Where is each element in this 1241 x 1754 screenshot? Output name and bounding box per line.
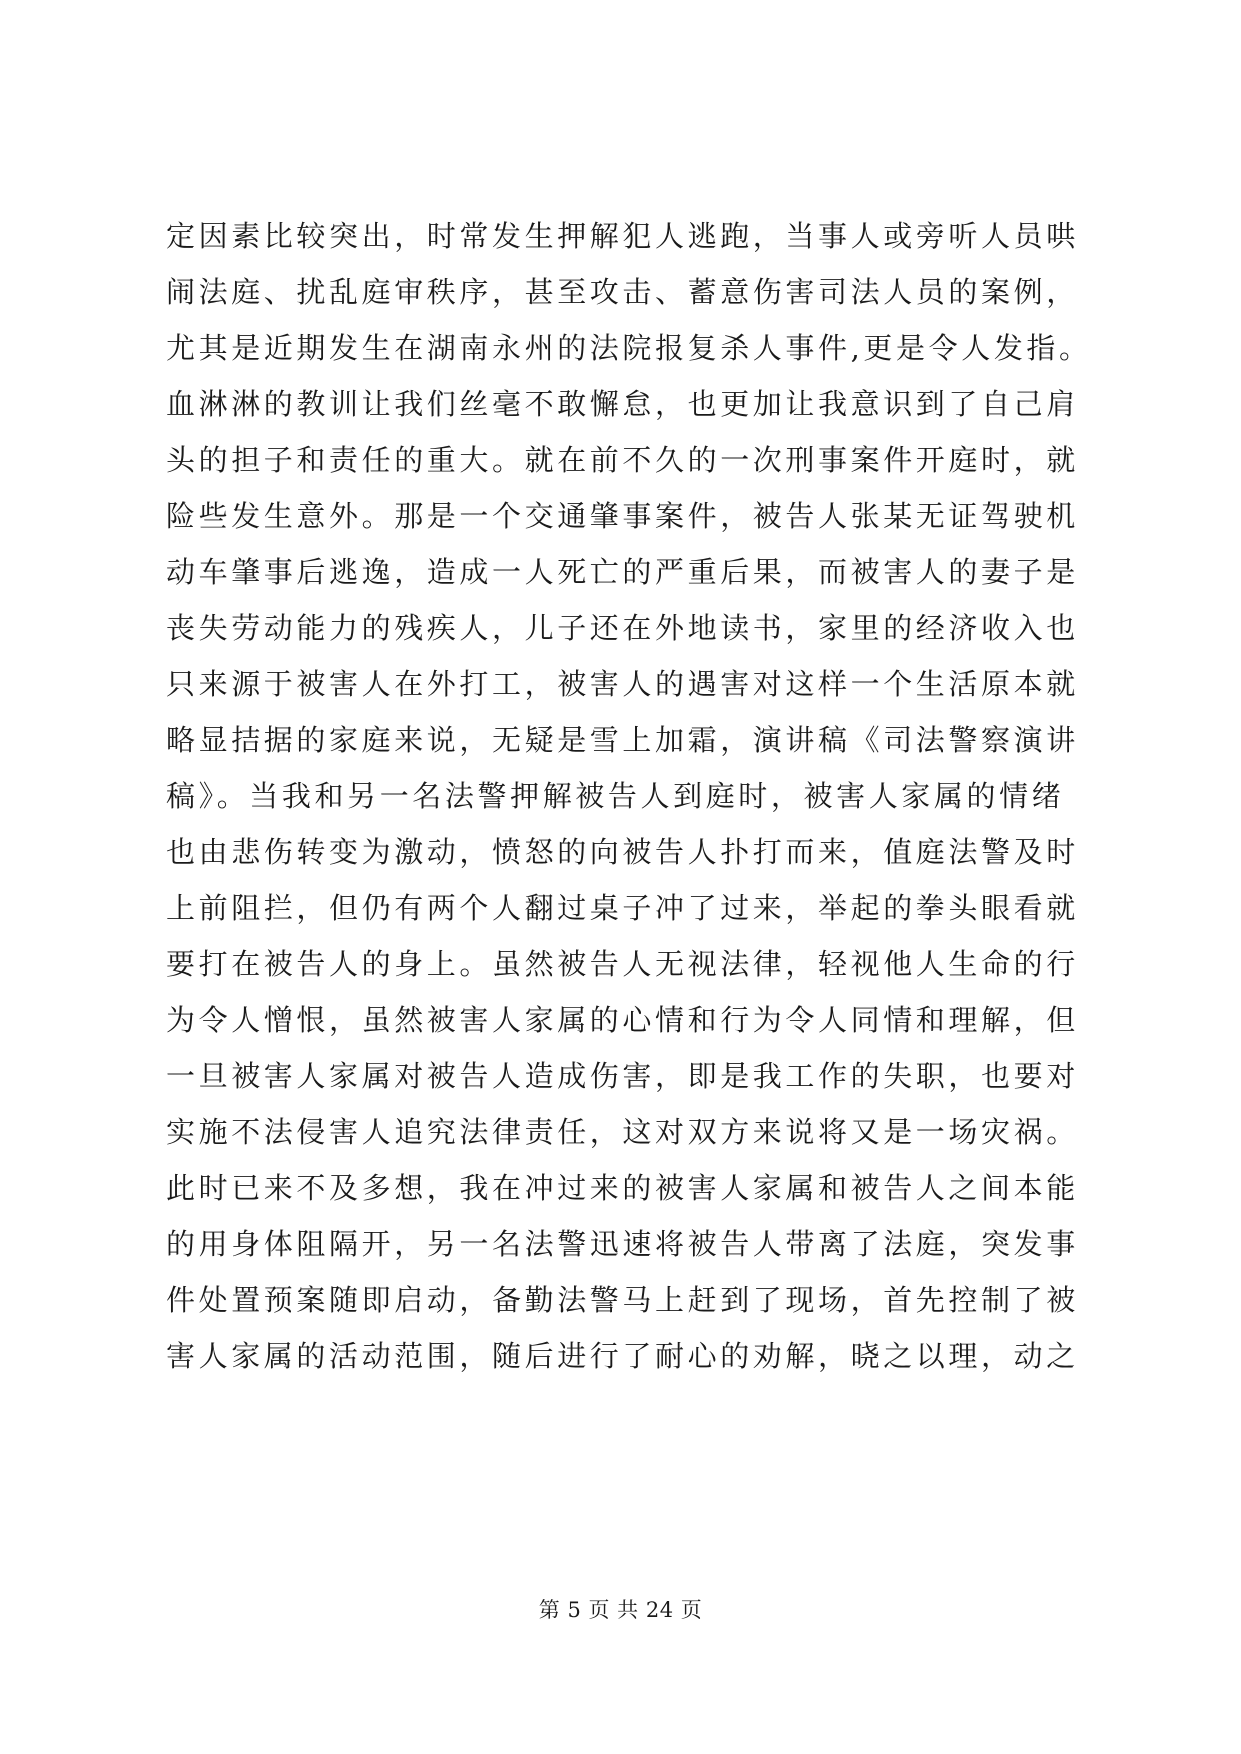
page-number-footer: 第 5 页 共 24 页 [538, 1598, 703, 1622]
text-line: 定因素比较突出，时常发生押解犯人逃跑，当事人或旁听人员哄 [166, 219, 1079, 253]
text-line: 丧失劳动能力的残疾人，儿子还在外地读书，家里的经济收入也 [166, 611, 1079, 645]
text-line: 头的担子和责任的重大。就在前不久的一次刑事案件开庭时，就 [166, 443, 1079, 477]
text-line: 件处置预案随即启动，备勤法警马上赶到了现场，首先控制了被 [166, 1283, 1079, 1317]
text-line: 稿》。当我和另一名法警押解被告人到庭时，被害人家属的情绪 [166, 779, 1065, 813]
text-line: 只来源于被害人在外打工，被害人的遇害对这样一个生活原本就 [166, 667, 1079, 701]
text-line: 动车肇事后逃逸，造成一人死亡的严重后果，而被害人的妻子是 [166, 555, 1079, 589]
text-line: 尤其是近期发生在湖南永州的法院报复杀人事件,更是令人发指。 [166, 331, 1092, 365]
text-line: 的用身体阻隔开，另一名法警迅速将被告人带离了法庭，突发事 [166, 1227, 1079, 1261]
text-line: 血淋淋的教训让我们丝毫不敢懈怠，也更加让我意识到了自己肩 [166, 387, 1079, 421]
text-line: 上前阻拦，但仍有两个人翻过桌子冲了过来，举起的拳头眼看就 [166, 891, 1079, 925]
text-line: 闹法庭、扰乱庭审秩序，甚至攻击、蓄意伤害司法人员的案例， [166, 275, 1079, 309]
text-line: 为令人憎恨，虽然被害人家属的心情和行为令人同情和理解，但 [166, 1003, 1079, 1037]
text-line: 也由悲伤转变为激动，愤怒的向被告人扑打而来，值庭法警及时 [166, 835, 1079, 869]
text-line: 险些发生意外。那是一个交通肇事案件，被告人张某无证驾驶机 [166, 499, 1079, 533]
text-line: 此时已来不及多想，我在冲过来的被害人家属和被告人之间本能 [166, 1171, 1079, 1205]
text-line: 略显拮据的家庭来说，无疑是雪上加霜，演讲稿《司法警察演讲 [166, 723, 1079, 757]
text-line: 害人家属的活动范围，随后进行了耐心的劝解，晓之以理，动之 [166, 1339, 1079, 1373]
text-line: 一旦被害人家属对被告人造成伤害，即是我工作的失职，也要对 [166, 1059, 1079, 1093]
body-text [166, 208, 1126, 1384]
text-line: 要打在被告人的身上。虽然被告人无视法律，轻视他人生命的行 [166, 947, 1079, 981]
text-line: 实施不法侵害人追究法律责任，这对双方来说将又是一场灾祸。 [166, 1115, 1079, 1149]
